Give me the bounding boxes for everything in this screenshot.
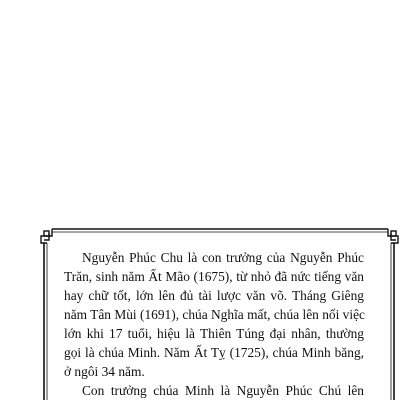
article-text: [64, 248, 364, 400]
corner-ornament-top-right: [388, 229, 398, 243]
paragraph-1-line-7: ở ngôi 34 năm.: [64, 364, 145, 379]
paragraph-2-line-1: Con trưởng chúa Minh là Nguyễn Phúc Chú lên: [82, 383, 364, 398]
paragraph-2: [64, 381, 364, 400]
paragraph-1: [64, 248, 364, 381]
corner-ornament-top-left: [41, 229, 52, 243]
paragraph-1-line-2: Trăn, sinh năm Ất Mão (1675), từ nhỏ đã nức tiếng văn: [64, 269, 364, 284]
paragraph-1-line-3: hay chữ tốt, lớn lên đủ tài lược văn võ. Tháng Giêng: [64, 288, 364, 303]
paragraph-1-line-4: năm Tân Mùi (1691), chúa Nghĩa mất, chúa lên nối việc: [64, 307, 365, 322]
paragraph-1-line-1: Nguyễn Phúc Chu là con trưởng của Nguyễn Phúc: [82, 250, 364, 265]
paragraph-1-line-5: lớn khi 17 tuổi, hiệu là Thiên Túng đại nhân, thường: [64, 326, 364, 341]
paragraph-1-line-6: gọi là chúa Minh. Năm Ất Tỵ (1725), chúa Minh băng,: [64, 345, 364, 360]
